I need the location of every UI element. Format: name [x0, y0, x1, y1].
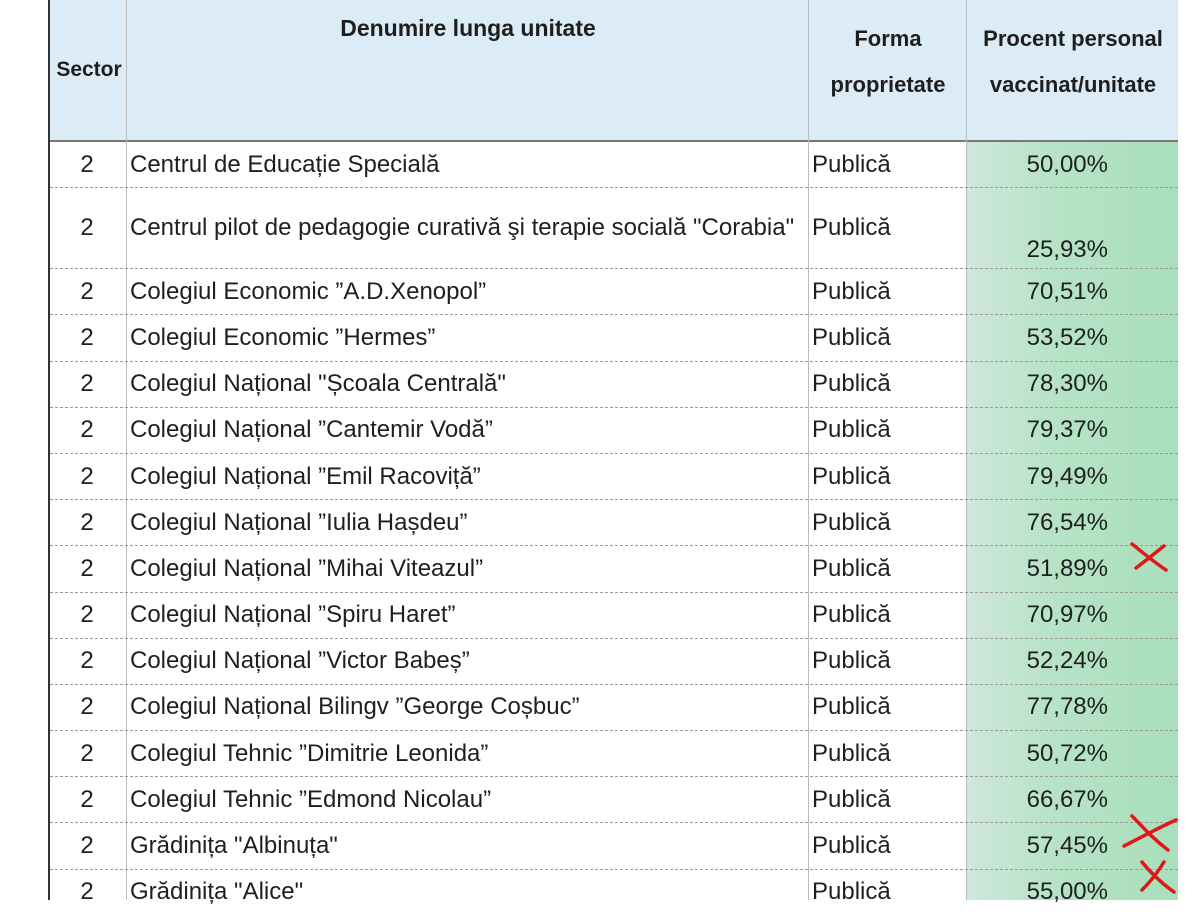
- cell-forma: Publică: [812, 601, 891, 629]
- cell-procent: 55,00%: [1026, 878, 1108, 906]
- cell-sector: 2: [80, 462, 94, 490]
- cell-sector: 2: [80, 832, 94, 860]
- cell-forma: Publică: [812, 323, 891, 351]
- table-header: [50, 0, 1178, 142]
- cell-procent: 76,54%: [1026, 508, 1108, 536]
- table-row: [50, 500, 1178, 546]
- cell-sector: 2: [80, 416, 94, 444]
- table-row: [50, 777, 1178, 823]
- table-row: [50, 454, 1178, 500]
- cell-sector: 2: [80, 370, 94, 398]
- table-row: [50, 188, 1178, 269]
- cell-name: Colegiul Național ”Cantemir Vodă”: [130, 416, 493, 444]
- cell-sector: 2: [80, 554, 94, 582]
- cell-procent: 52,24%: [1026, 647, 1108, 675]
- cell-name: Colegiul Național ”Mihai Viteazul”: [130, 554, 484, 582]
- header-procent-line2: vaccinat/unitate: [989, 72, 1157, 97]
- header-forma-line2: proprietate: [830, 72, 946, 97]
- cell-name: Colegiul Economic ”Hermes”: [130, 323, 436, 351]
- header-forma: [808, 0, 968, 132]
- cell-forma: Publică: [812, 214, 891, 242]
- table-row: [50, 870, 1178, 915]
- cell-procent: 50,72%: [1026, 739, 1108, 767]
- cell-procent: 79,37%: [1026, 416, 1108, 444]
- header-sector: Sector: [56, 58, 122, 81]
- cell-forma: Publică: [812, 150, 891, 178]
- cell-procent: 70,51%: [1026, 277, 1108, 305]
- header-procent: [968, 0, 1178, 132]
- cell-procent: 79,49%: [1026, 462, 1108, 490]
- table-row: [50, 546, 1178, 592]
- cell-forma: Publică: [812, 370, 891, 398]
- table-body: [50, 142, 1178, 915]
- cell-procent: 51,89%: [1026, 554, 1108, 582]
- cell-name: Grădinița "Alice": [130, 878, 304, 906]
- cell-forma: Publică: [812, 878, 891, 906]
- cell-name: Centrul de Educație Specială: [130, 150, 440, 178]
- cell-sector: 2: [80, 508, 94, 536]
- cell-forma: Publică: [812, 508, 891, 536]
- cell-sector: 2: [80, 323, 94, 351]
- cell-forma: Publică: [812, 693, 891, 721]
- table-row: [50, 639, 1178, 685]
- cell-forma: Publică: [812, 739, 891, 767]
- table-row: [50, 315, 1178, 361]
- cell-sector: 2: [80, 693, 94, 721]
- table-row: [50, 823, 1178, 869]
- table-row: [50, 731, 1178, 777]
- cell-sector: 2: [80, 277, 94, 305]
- cell-name: Colegiul Național ”Victor Babeș”: [130, 647, 470, 675]
- cell-sector: 2: [80, 878, 94, 906]
- header-procent-line1: Procent personal: [983, 26, 1163, 51]
- cell-procent: 25,93%: [1026, 236, 1108, 264]
- table-row: [50, 593, 1178, 639]
- cell-forma: Publică: [812, 832, 891, 860]
- cell-forma: Publică: [812, 647, 891, 675]
- cell-name: Colegiul Național ”Emil Racoviță”: [130, 462, 481, 490]
- cell-name: Colegiul Național ”Iulia Hașdeu”: [130, 508, 468, 536]
- cell-name: Colegiul Național Bilingv ”George Coșbuc”: [130, 693, 580, 721]
- header-name: Denumire lunga unitate: [340, 15, 596, 41]
- cell-name: Colegiul Tehnic ”Edmond Nicolau”: [130, 785, 492, 813]
- cell-forma: Publică: [812, 785, 891, 813]
- table-row: [50, 685, 1178, 731]
- table-row: [50, 408, 1178, 454]
- table-row: [50, 142, 1178, 188]
- cell-sector: 2: [80, 739, 94, 767]
- cell-sector: 2: [80, 647, 94, 675]
- cell-sector: 2: [80, 214, 94, 242]
- cell-procent: 57,45%: [1026, 832, 1108, 860]
- cell-sector: 2: [80, 150, 94, 178]
- table-row: [50, 362, 1178, 408]
- header-forma-line1: Forma: [854, 26, 922, 51]
- cell-procent: 50,00%: [1026, 150, 1108, 178]
- cell-procent: 66,67%: [1026, 785, 1108, 813]
- cell-procent: 53,52%: [1026, 323, 1108, 351]
- cell-forma: Publică: [812, 554, 891, 582]
- cell-sector: 2: [80, 601, 94, 629]
- cell-name: Colegiul Economic ”A.D.Xenopol”: [130, 277, 487, 305]
- cell-forma: Publică: [812, 462, 891, 490]
- table-row: [50, 269, 1178, 315]
- cell-name: Grădinița "Albinuța": [130, 832, 338, 860]
- cell-forma: Publică: [812, 277, 891, 305]
- cell-procent: 77,78%: [1026, 693, 1108, 721]
- cell-forma: Publică: [812, 416, 891, 444]
- cell-sector: 2: [80, 785, 94, 813]
- cell-procent: 70,97%: [1026, 601, 1108, 629]
- cell-name: Colegiul Tehnic ”Dimitrie Leonida”: [130, 739, 489, 767]
- cell-name: Centrul pilot de pedagogie curativă şi terapie socială "Corabia": [130, 214, 795, 242]
- cell-name: Colegiul Național "Școala Centrală": [130, 370, 506, 398]
- cell-procent: 78,30%: [1026, 370, 1108, 398]
- cell-name: Colegiul Național ”Spiru Haret”: [130, 601, 456, 629]
